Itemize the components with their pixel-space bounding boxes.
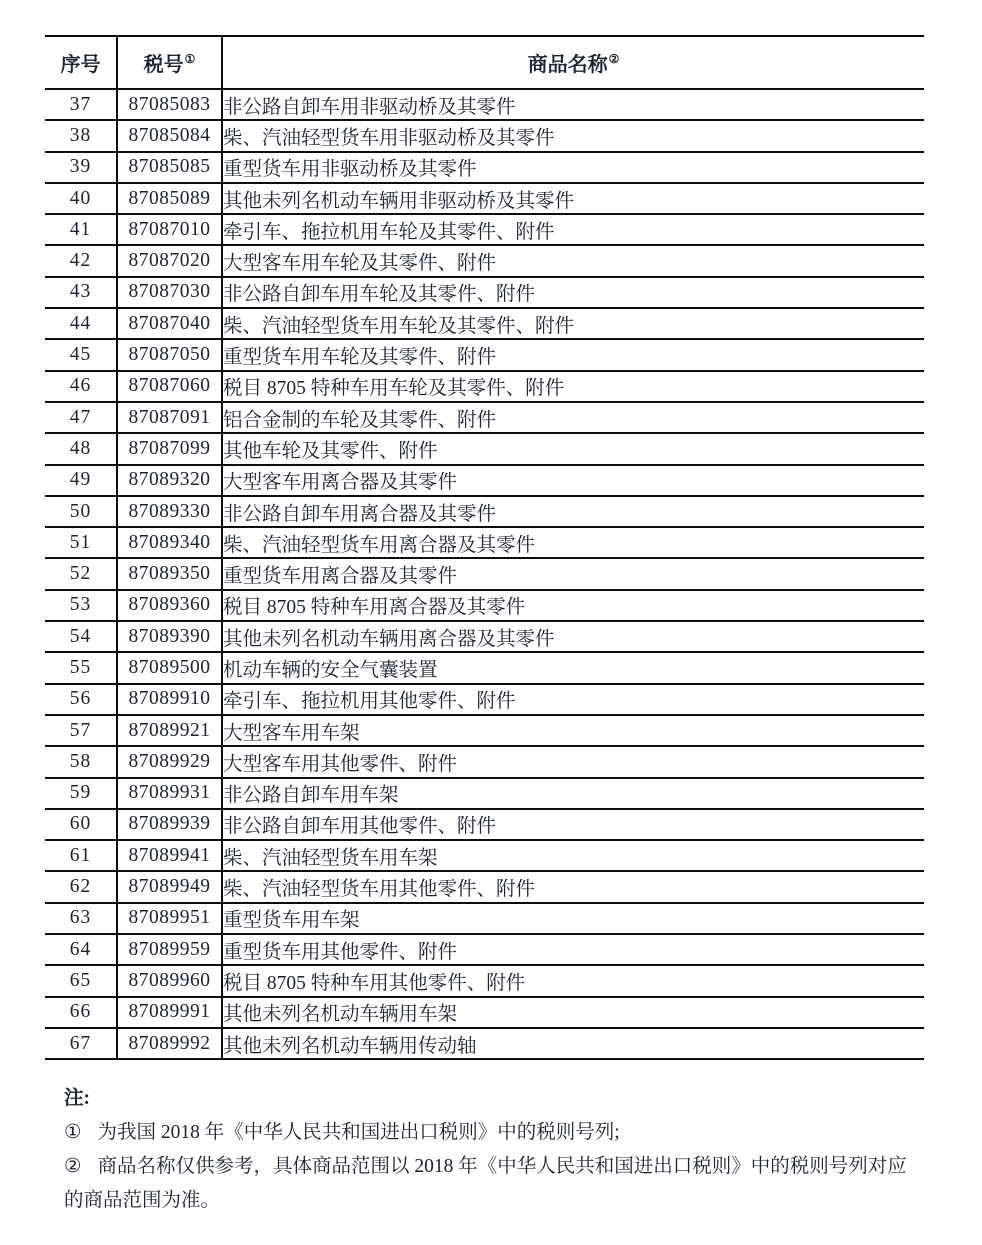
product-name-cell: 大型客车用其他零件、附件 bbox=[222, 746, 924, 777]
tax-code-cell: 87085089 bbox=[117, 183, 222, 214]
table-row bbox=[45, 183, 924, 214]
product-name-cell: 重型货车用离合器及其零件 bbox=[222, 558, 924, 589]
table-row bbox=[45, 465, 924, 496]
product-name-cell: 重型货车用车轮及其零件、附件 bbox=[222, 339, 924, 370]
product-name-cell: 重型货车用其他零件、附件 bbox=[222, 934, 924, 965]
tax-code-cell: 87089390 bbox=[117, 621, 222, 652]
column-header-serial bbox=[45, 36, 117, 89]
table-row bbox=[45, 997, 924, 1028]
footnote-ref-1: ① bbox=[184, 52, 196, 67]
tax-code-cell: 87087091 bbox=[117, 402, 222, 433]
product-name-cell: 柴、汽油轻型货车用车轮及其零件、附件 bbox=[222, 308, 924, 339]
table-row bbox=[45, 496, 924, 527]
serial-number-cell: 65 bbox=[45, 965, 117, 996]
note-item bbox=[64, 1116, 910, 1150]
tax-code-cell: 87089991 bbox=[117, 997, 222, 1028]
serial-number-cell: 40 bbox=[45, 183, 117, 214]
column-header-tax-code-label: 税号 bbox=[143, 54, 184, 76]
tax-code-cell: 87087010 bbox=[117, 214, 222, 245]
tariff-table-header bbox=[45, 36, 924, 89]
serial-number-cell: 43 bbox=[45, 277, 117, 308]
product-name-cell: 重型货车用车架 bbox=[222, 903, 924, 934]
table-row bbox=[45, 778, 924, 809]
serial-number-cell: 64 bbox=[45, 934, 117, 965]
tax-code-cell: 87089949 bbox=[117, 871, 222, 902]
serial-number-cell: 53 bbox=[45, 590, 117, 621]
tax-code-cell: 87089992 bbox=[117, 1028, 222, 1059]
product-name-cell: 柴、汽油轻型货车用离合器及其零件 bbox=[222, 527, 924, 558]
tax-code-cell: 87089330 bbox=[117, 496, 222, 527]
product-name-cell: 柴、汽油轻型货车用车架 bbox=[222, 840, 924, 871]
tax-code-cell: 87089959 bbox=[117, 934, 222, 965]
product-name-cell: 非公路自卸车用车轮及其零件、附件 bbox=[222, 277, 924, 308]
serial-number-cell: 51 bbox=[45, 527, 117, 558]
product-name-cell: 其他车轮及其零件、附件 bbox=[222, 433, 924, 464]
product-name-cell: 重型货车用非驱动桥及其零件 bbox=[222, 152, 924, 183]
serial-number-cell: 44 bbox=[45, 308, 117, 339]
table-row bbox=[45, 527, 924, 558]
table-row bbox=[45, 339, 924, 370]
serial-number-cell: 60 bbox=[45, 809, 117, 840]
serial-number-cell: 47 bbox=[45, 402, 117, 433]
tax-code-cell: 87087099 bbox=[117, 433, 222, 464]
product-name-cell: 柴、汽油轻型货车用其他零件、附件 bbox=[222, 871, 924, 902]
serial-number-cell: 56 bbox=[45, 684, 117, 715]
serial-number-cell: 63 bbox=[45, 903, 117, 934]
tax-code-cell: 87089360 bbox=[117, 590, 222, 621]
product-name-cell: 税目 8705 特种车用其他零件、附件 bbox=[222, 965, 924, 996]
product-name-cell: 牵引车、拖拉机用其他零件、附件 bbox=[222, 684, 924, 715]
product-name-cell: 税目 8705 特种车用车轮及其零件、附件 bbox=[222, 371, 924, 402]
tax-code-cell: 87087040 bbox=[117, 308, 222, 339]
notes-section bbox=[64, 1082, 910, 1218]
tax-code-cell: 87089921 bbox=[117, 715, 222, 746]
serial-number-cell: 45 bbox=[45, 339, 117, 370]
serial-number-cell: 50 bbox=[45, 496, 117, 527]
serial-number-cell: 37 bbox=[45, 89, 117, 120]
serial-number-cell: 66 bbox=[45, 997, 117, 1028]
table-row bbox=[45, 402, 924, 433]
product-name-cell: 非公路自卸车用非驱动桥及其零件 bbox=[222, 89, 924, 120]
table-row bbox=[45, 590, 924, 621]
tax-code-cell: 87087050 bbox=[117, 339, 222, 370]
table-row bbox=[45, 684, 924, 715]
tax-code-cell: 87089910 bbox=[117, 684, 222, 715]
serial-number-cell: 52 bbox=[45, 558, 117, 589]
tax-code-cell: 87087030 bbox=[117, 277, 222, 308]
product-name-cell: 大型客车用车架 bbox=[222, 715, 924, 746]
table-row bbox=[45, 746, 924, 777]
notes-list bbox=[64, 1116, 910, 1218]
table-row bbox=[45, 652, 924, 683]
serial-number-cell: 61 bbox=[45, 840, 117, 871]
table-row bbox=[45, 558, 924, 589]
tax-code-cell: 87089340 bbox=[117, 527, 222, 558]
product-name-cell: 其他未列名机动车辆用离合器及其零件 bbox=[222, 621, 924, 652]
tax-code-cell: 87087060 bbox=[117, 371, 222, 402]
product-name-cell: 大型客车用车轮及其零件、附件 bbox=[222, 245, 924, 276]
product-name-cell: 非公路自卸车用离合器及其零件 bbox=[222, 496, 924, 527]
serial-number-cell: 57 bbox=[45, 715, 117, 746]
table-row bbox=[45, 934, 924, 965]
column-header-tax-code bbox=[117, 36, 222, 89]
product-name-cell: 柴、汽油轻型货车用非驱动桥及其零件 bbox=[222, 120, 924, 151]
tax-code-cell: 87089350 bbox=[117, 558, 222, 589]
note-marker: ② bbox=[64, 1156, 82, 1177]
tariff-table bbox=[45, 35, 924, 1060]
product-name-cell: 其他未列名机动车辆用车架 bbox=[222, 997, 924, 1028]
notes-title: 注: bbox=[64, 1088, 90, 1109]
serial-number-cell: 48 bbox=[45, 433, 117, 464]
serial-number-cell: 59 bbox=[45, 778, 117, 809]
table-row bbox=[45, 621, 924, 652]
tariff-table-body bbox=[45, 89, 924, 1059]
tax-code-cell: 87085083 bbox=[117, 89, 222, 120]
product-name-cell: 牵引车、拖拉机用车轮及其零件、附件 bbox=[222, 214, 924, 245]
product-name-cell: 其他未列名机动车辆用传动轴 bbox=[222, 1028, 924, 1059]
tax-code-cell: 87089929 bbox=[117, 746, 222, 777]
tax-code-cell: 87085085 bbox=[117, 152, 222, 183]
table-row bbox=[45, 715, 924, 746]
note-text: 为我国 2018 年《中华人民共和国进出口税则》中的税则号列; bbox=[97, 1122, 620, 1143]
serial-number-cell: 58 bbox=[45, 746, 117, 777]
column-header-serial-label: 序号 bbox=[60, 54, 101, 76]
product-name-cell: 机动车辆的安全气囊装置 bbox=[222, 652, 924, 683]
tax-code-cell: 87089960 bbox=[117, 965, 222, 996]
serial-number-cell: 55 bbox=[45, 652, 117, 683]
serial-number-cell: 54 bbox=[45, 621, 117, 652]
table-row bbox=[45, 277, 924, 308]
product-name-cell: 其他未列名机动车辆用非驱动桥及其零件 bbox=[222, 183, 924, 214]
tax-code-cell: 87089951 bbox=[117, 903, 222, 934]
product-name-cell: 铝合金制的车轮及其零件、附件 bbox=[222, 402, 924, 433]
table-row bbox=[45, 371, 924, 402]
table-row bbox=[45, 120, 924, 151]
serial-number-cell: 49 bbox=[45, 465, 117, 496]
serial-number-cell: 62 bbox=[45, 871, 117, 902]
tax-code-cell: 87089500 bbox=[117, 652, 222, 683]
tax-code-cell: 87085084 bbox=[117, 120, 222, 151]
tax-code-cell: 87089320 bbox=[117, 465, 222, 496]
table-row bbox=[45, 152, 924, 183]
footnote-ref-2: ② bbox=[608, 52, 620, 67]
serial-number-cell: 42 bbox=[45, 245, 117, 276]
tax-code-cell: 87089931 bbox=[117, 778, 222, 809]
column-header-product-name bbox=[222, 36, 924, 89]
serial-number-cell: 67 bbox=[45, 1028, 117, 1059]
product-name-cell: 税目 8705 特种车用离合器及其零件 bbox=[222, 590, 924, 621]
table-row bbox=[45, 903, 924, 934]
serial-number-cell: 38 bbox=[45, 120, 117, 151]
note-marker: ① bbox=[64, 1122, 82, 1143]
product-name-cell: 大型客车用离合器及其零件 bbox=[222, 465, 924, 496]
table-row bbox=[45, 89, 924, 120]
column-header-product-name-label: 商品名称 bbox=[527, 54, 608, 76]
product-name-cell: 非公路自卸车用其他零件、附件 bbox=[222, 809, 924, 840]
table-row bbox=[45, 965, 924, 996]
table-row bbox=[45, 433, 924, 464]
tax-code-cell: 87087020 bbox=[117, 245, 222, 276]
tax-code-cell: 87089939 bbox=[117, 809, 222, 840]
table-row bbox=[45, 809, 924, 840]
serial-number-cell: 41 bbox=[45, 214, 117, 245]
note-item bbox=[64, 1150, 910, 1218]
note-text: 商品名称仅供参考，具体商品范围以 2018 年《中华人民共和国进出口税则》中的税则号列对应的商品范围为准。 bbox=[64, 1156, 907, 1211]
table-row bbox=[45, 214, 924, 245]
tax-code-cell: 87089941 bbox=[117, 840, 222, 871]
product-name-cell: 非公路自卸车用车架 bbox=[222, 778, 924, 809]
table-row bbox=[45, 245, 924, 276]
table-row bbox=[45, 840, 924, 871]
serial-number-cell: 39 bbox=[45, 152, 117, 183]
header-row bbox=[45, 36, 924, 89]
serial-number-cell: 46 bbox=[45, 371, 117, 402]
table-row bbox=[45, 308, 924, 339]
table-row bbox=[45, 1028, 924, 1059]
table-row bbox=[45, 871, 924, 902]
